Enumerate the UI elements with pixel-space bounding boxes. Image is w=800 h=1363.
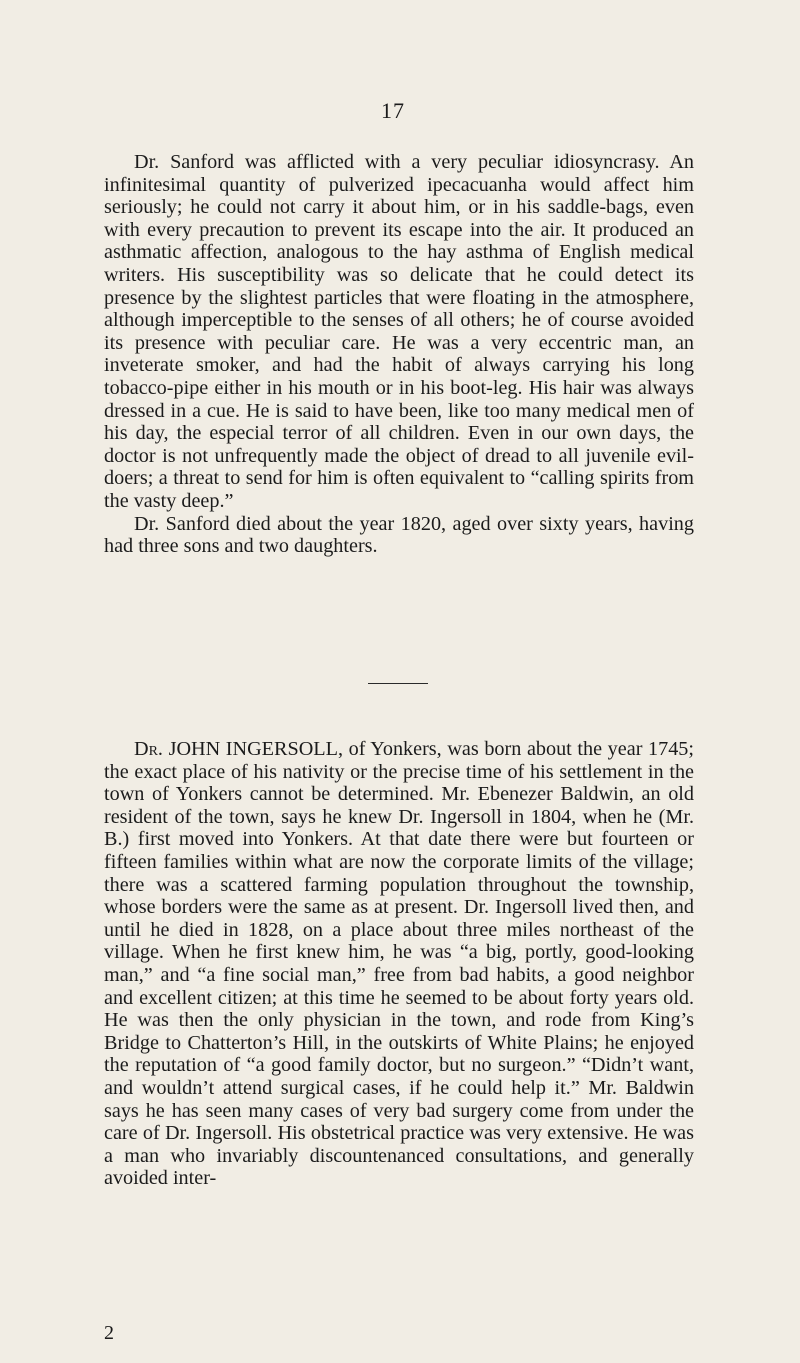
physician-name: JOHN INGERSOLL bbox=[168, 738, 338, 760]
page-number: 17 bbox=[381, 98, 405, 123]
paragraph-ingersoll bbox=[104, 738, 694, 1190]
sanford-section bbox=[104, 151, 694, 558]
paragraph-ingersoll-body: , of Yonkers, was born about the year 1745; the exact place of his nativity or the precise time of his settlement in the town of Yonkers cannot be determined. Mr. Ebenezer Baldwin, an old resident of the town, says he knew Dr. Ingersoll in 1804, when he (Mr. B.) first moved into Yonkers. At that date there were but fourteen or fifteen families within what are now the corporate limits of the village; there was a scattered farming population throughout the township, whose borders were the same as at present. Dr. Ingersoll lived then, and until he died in 1828, on a place about three miles northeast of the village. When he first knew him, he was “a big, portly, good-looking man,” and “a fine social man,” free from bad habits, a good neighbor and excellent citizen; at this time he seemed to be about forty years old. He was then the only physician in the town, and rode from King’s Bridge to Chatterton’s Hill, in the outskirts of White Plains; he enjoyed the reputation of “a good family doctor, but no surgeon.” “Didn’t want, and wouldn’t attend surgical cases, if he could help it.” Mr. Baldwin says he has seen many cases of very bad surgery come from under the care of Dr. Ingersoll. His obstetrical practice was very extensive. He was a man who invariably discountenanced consultations, and generally avoided inter- bbox=[104, 738, 695, 1190]
paragraph-sanford-death: Dr. Sanford died about the year 1820, aged over sixty years, having had three sons and two daughters. bbox=[104, 512, 694, 558]
section-divider bbox=[368, 683, 428, 684]
title-prefix: Dr. bbox=[134, 738, 163, 760]
paragraph-sanford-idiosyncrasy: Dr. Sanford was afflicted with a very peculiar idiosyncrasy. An infinitesimal quantity of pulverized ipecacuanha would affect him seriously; he could not carry it about him, or in his saddle-bags, even with every precaution to prevent its escape into the air. It produced an asthmatic affection, analogous to the hay asthma of English medical writers. His susceptibility was so delicate that he could detect its presence by the slightest particles that were floating in the atmosphere, although imperceptible to the senses of all others; he of course avoided its presence with peculiar care. He was a very eccentric man, an inveterate smoker, and had the habit of always carrying his long tobacco-pipe either in his mouth or in his boot-leg. His hair was always dressed in a cue. He is said to have been, like too many medical men of his day, the especial terror of all children. Even in our own days, the doctor is not unfrequently made the object of dread to all juvenile evil-doers; a threat to send for him is often equivalent to “calling spirits from the vasty deep.” bbox=[104, 151, 694, 512]
ingersoll-section bbox=[104, 738, 694, 1190]
signature-mark: 2 bbox=[104, 1322, 114, 1344]
